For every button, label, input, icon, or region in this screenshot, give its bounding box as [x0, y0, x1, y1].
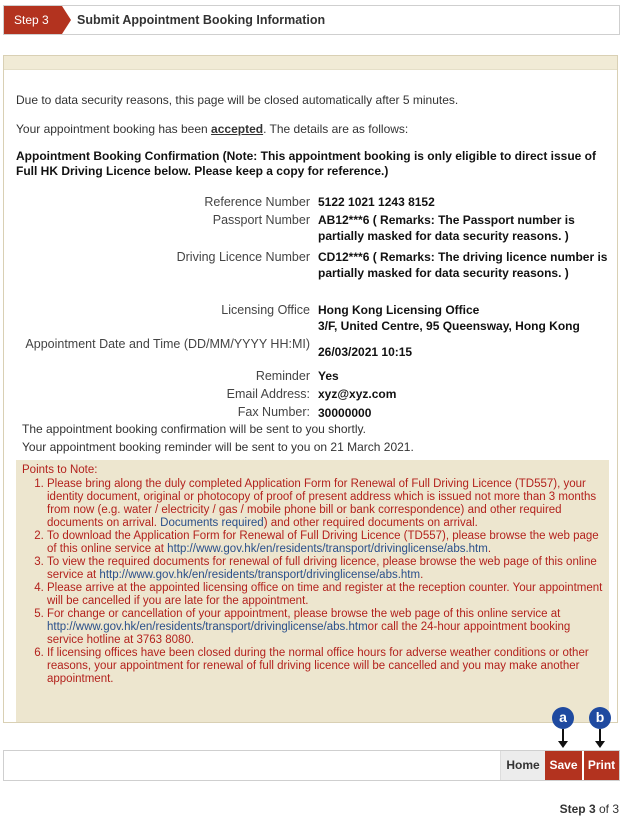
note-item: 2. To download the Application Form for Renewal of Full Driving Licence (TD557), please browse the web page of this online service at http://www.gov.hk/en/residents/transport/drivinglicense/abs.htm.: [47, 530, 603, 556]
step-counter: Step 3 of 3: [559, 802, 619, 816]
fax-value: 30000000: [318, 406, 372, 420]
booking-panel: [3, 55, 618, 723]
email-label: Email Address:: [226, 387, 310, 401]
licence-value: CD12***6 ( Remarks: The driving licence number is partially masked for data security reasons. ): [318, 250, 608, 280]
required-documents-link[interactable]: http://www.gov.hk/en/residents/transport/drivinglicense/abs.htm: [99, 569, 421, 581]
callout-b-badge: b: [589, 707, 611, 729]
email-value: xyz@xyz.com: [318, 387, 397, 401]
note-item: 3. To view the required documents for renewal of full driving licence, please browse the web page of this online service at http://www.gov.hk/en/residents/transport/drivinglicense/abs.htm.: [47, 556, 603, 582]
office-address: 3/F, United Centre, 95 Queensway, Hong Kong: [318, 319, 580, 333]
fax-label: Fax Number:: [237, 405, 310, 419]
panel-header-strip: [4, 56, 617, 70]
reminder-value: Yes: [318, 369, 339, 383]
home-button[interactable]: Home: [500, 751, 545, 780]
confirmation-heading: Appointment Booking Confirmation (Note: This appointment booking is only eligible to direct issue of Full HK Driving Licence below. Please keep a copy for reference.): [16, 149, 596, 178]
form-download-link[interactable]: http://www.gov.hk/en/residents/transport/drivinglicense/abs.htm: [167, 543, 488, 555]
save-button[interactable]: Save: [545, 751, 582, 780]
action-bar: [3, 750, 620, 781]
status-word: accepted: [211, 122, 264, 136]
documents-required-link[interactable]: Documents required: [160, 517, 264, 529]
notes-list: [22, 478, 603, 686]
office-value: [318, 302, 608, 334]
note-item: 1. Please bring along the duly completed Application Form for Renewal of Full Driving Licence (TD557), your identity document, original or photocopy of proof of present address which is issued not more than 3 months from now (e.g. water / electricity / gas / mobile phone bill or bank correspondence) and other required documents on arrival. Documents required) and other required documents on arrival.: [47, 478, 603, 530]
step-tag: Step 3: [4, 6, 62, 34]
reference-label: Reference Number: [204, 195, 310, 209]
passport-remark: ( Remarks: The Passport number is partially masked for data security reasons. ): [318, 213, 575, 243]
reminder-date-message: Your appointment booking reminder will be sent to you on 21 March 2021.: [22, 440, 414, 454]
points-to-note: [16, 460, 609, 722]
office-name: Hong Kong Licensing Office: [318, 303, 480, 317]
notes-heading: Points to Note:: [22, 464, 98, 476]
callout-a-badge: a: [552, 707, 574, 729]
note-item: 4. Please arrive at the appointed licensing office on time and register at the reception counter. Your appointment will be cancelled if you are late for the appointment.: [47, 582, 603, 608]
booking-status: Your appointment booking has been accepted. The details are as follows:: [16, 122, 409, 136]
datetime-value: 26/03/2021 10:15: [318, 345, 413, 359]
change-appointment-link[interactable]: http://www.gov.hk/en/residents/transport/drivinglicense/abs.htm: [47, 621, 368, 633]
note-item: 5. For change or cancellation of your appointment, please browse the web page of this online service at http://www.gov.hk/en/residents/transport/drivinglicense/abs.htmor call the 24-hour appointment booking service hotline at 3763 8080.: [47, 608, 603, 647]
passport-label: Passport Number: [212, 213, 310, 227]
security-notice: Due to data security reasons, this page will be closed automatically after 5 minutes.: [16, 93, 459, 107]
page-title: Submit Appointment Booking Information: [77, 13, 326, 27]
licence-remark: ( Remarks: The driving licence number is partially masked for data security reasons. ): [318, 250, 608, 280]
datetime-label: Appointment Date and Time (DD/MM/YYYY HH:MI): [25, 337, 310, 351]
step-bar: [3, 5, 620, 35]
sent-shortly-message: The appointment booking confirmation will be sent to you shortly.: [22, 422, 366, 436]
reminder-label: Reminder: [255, 369, 310, 383]
callout-b-arrowhead: [595, 741, 605, 748]
reference-value: 5122 1021 1243 8152: [318, 195, 435, 209]
print-button[interactable]: Print: [584, 751, 619, 780]
callout-a-arrowhead: [558, 741, 568, 748]
passport-value: AB12***6 ( Remarks: The Passport number is partially masked for data security reasons. ): [318, 213, 575, 243]
licence-label: Driving Licence Number: [176, 250, 310, 264]
office-label: Licensing Office: [221, 303, 310, 317]
note-item: 6. If licensing offices have been closed during the normal office hours for adverse weather conditions or other reasons, your appointment for renewal of full driving licence will be cancelled and you may make another appointment.: [47, 647, 603, 686]
